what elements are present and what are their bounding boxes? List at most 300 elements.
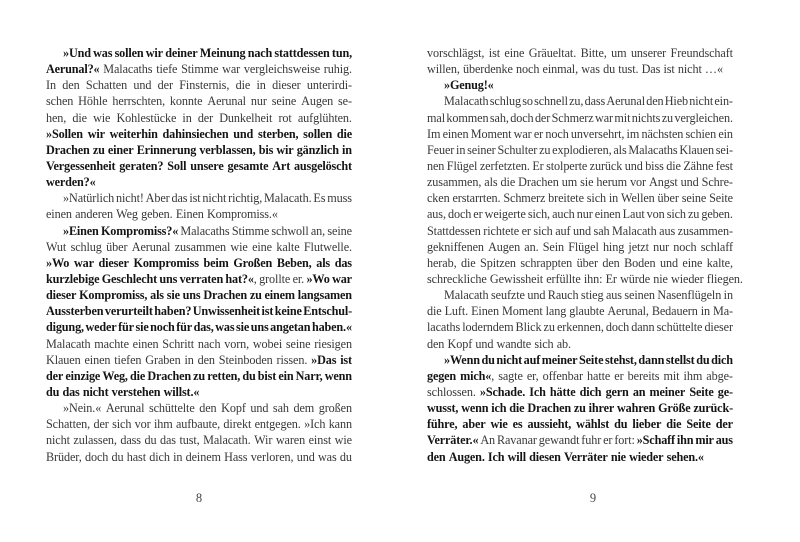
word: jetzt — [628, 239, 649, 254]
word: der — [715, 417, 733, 432]
word: richtig, — [228, 191, 263, 206]
word: das — [159, 433, 176, 448]
word: aufbaute, — [175, 417, 221, 432]
text-line — [46, 239, 352, 255]
word: gänzlich — [296, 142, 339, 157]
word: zerfetzten. — [479, 158, 530, 173]
word: Stattdessen — [427, 223, 481, 238]
word: hätte — [549, 384, 576, 399]
word: stattdessen — [274, 46, 330, 60]
word: Art — [272, 158, 291, 173]
word: deiner — [165, 46, 198, 60]
text-line — [427, 255, 733, 271]
word: sie — [166, 288, 180, 303]
word: wir — [276, 142, 294, 157]
word: noch — [673, 239, 697, 254]
word: hat?«, — [225, 271, 257, 286]
word: die — [460, 255, 476, 270]
text-line — [46, 384, 352, 400]
word: dann — [638, 352, 665, 367]
word: lacaths — [427, 320, 461, 335]
word: nur — [250, 94, 267, 109]
word: Klauen — [679, 142, 714, 157]
word: will — [507, 449, 526, 464]
word: schüttelte — [148, 401, 195, 416]
word: Aber — [145, 191, 170, 206]
text-line — [427, 352, 733, 368]
text-line — [427, 416, 733, 432]
word: »Schade. — [479, 384, 526, 399]
word: sich, — [527, 207, 551, 222]
text-line — [46, 142, 352, 158]
word: Soll — [167, 158, 187, 173]
word: Kopf — [221, 401, 246, 416]
word: »Genug!« — [444, 78, 494, 93]
word: in — [184, 352, 194, 367]
word: es — [512, 417, 523, 432]
word: du — [614, 417, 628, 432]
word: was — [317, 449, 337, 464]
word: hast — [126, 449, 146, 464]
word: uns — [182, 288, 201, 303]
word: Es — [313, 191, 326, 206]
word: auch — [552, 207, 575, 222]
word: aufglühten. — [297, 110, 352, 125]
word: bereits — [627, 368, 660, 383]
word: du — [144, 433, 157, 448]
word: fliegen. — [706, 271, 743, 286]
word: willst.« — [163, 384, 200, 399]
text-line — [46, 336, 352, 352]
word: doch — [84, 449, 109, 464]
word: nen — [427, 158, 445, 173]
word: vorn, — [224, 336, 250, 351]
word: Kohlestücke — [116, 110, 177, 125]
word: bis — [258, 142, 274, 157]
word: in — [456, 142, 466, 157]
word: von — [646, 207, 665, 222]
word: ihm — [153, 417, 173, 432]
word: zu — [92, 142, 105, 157]
word: das — [62, 384, 80, 399]
word: du — [111, 449, 124, 464]
word: dieser — [704, 320, 733, 335]
word: zusammen — [174, 239, 227, 254]
word: Malacath — [444, 94, 489, 109]
word: ein — [718, 126, 733, 141]
word: willen, — [427, 62, 460, 77]
word: mich«, — [460, 368, 495, 383]
word: tun, — [331, 46, 352, 60]
word: Höhle — [78, 94, 108, 109]
word: abge- — [706, 368, 733, 383]
word: nicht — [689, 94, 714, 109]
word: Erinnerung — [136, 142, 197, 157]
word: das — [171, 191, 188, 206]
word: vorschlägst, — [427, 46, 485, 60]
word: Geschlecht — [101, 271, 158, 286]
word: bist — [257, 368, 277, 383]
word: einen — [132, 336, 159, 351]
word: biss — [645, 158, 664, 173]
word: sich — [533, 223, 553, 238]
word: erfüllte — [546, 271, 581, 286]
text-line — [46, 126, 352, 142]
text-line — [427, 77, 733, 93]
text-line — [46, 352, 352, 368]
page-number-right: 9 — [589, 490, 597, 505]
word: Schmerz — [503, 191, 546, 206]
word: den — [427, 449, 446, 464]
word: angetan — [270, 320, 311, 335]
word: haben? — [154, 304, 192, 319]
word: Angst — [649, 175, 678, 190]
word: Unwissenheit — [192, 304, 261, 319]
word: Schatten, — [46, 417, 91, 432]
word: Malacath. — [264, 191, 312, 206]
word: und — [659, 255, 678, 270]
word: entgegen. — [254, 417, 301, 432]
word: Sein — [542, 239, 564, 254]
word: seufzte — [491, 288, 525, 303]
word: zusammen- — [677, 223, 733, 238]
word: einzige — [65, 368, 101, 383]
word: wählst — [576, 417, 610, 432]
word: Kompromiss?« — [100, 223, 179, 238]
word: Rauch — [547, 288, 579, 303]
word: seiner — [467, 142, 496, 157]
word: Schatten — [85, 78, 128, 93]
word: in — [256, 78, 266, 93]
word: doch — [605, 320, 630, 335]
word: mal — [427, 110, 445, 125]
word: und — [296, 449, 315, 464]
word: wie — [93, 110, 111, 125]
word: Drachen — [527, 401, 571, 416]
word: über — [576, 255, 598, 270]
word: Seite — [689, 384, 714, 399]
text-line — [46, 368, 352, 384]
word: auf — [555, 223, 571, 238]
word: doch — [447, 207, 472, 222]
word: Verräter — [563, 449, 608, 464]
word: ist — [261, 304, 274, 319]
word: Seite — [579, 352, 604, 367]
word: als — [613, 142, 627, 157]
word: erstarrten. — [452, 191, 501, 206]
word: anderen — [75, 207, 113, 222]
word: dem — [293, 401, 315, 416]
word: meiner — [649, 384, 686, 399]
text-line — [427, 239, 733, 255]
text-line — [46, 110, 352, 126]
word: der — [46, 368, 64, 383]
word: und — [680, 175, 699, 190]
word: Moment — [501, 304, 543, 319]
word: an. — [524, 239, 539, 254]
word: schwoll — [271, 223, 309, 238]
word: nicht — [496, 352, 523, 367]
word: das — [334, 255, 352, 270]
word: geraten? — [119, 158, 164, 173]
word: Feuer — [427, 142, 455, 157]
word: mit — [614, 110, 631, 125]
word: einen — [594, 207, 621, 222]
word: fuhr — [581, 433, 602, 448]
word: glaubte — [569, 304, 605, 319]
word: und — [573, 223, 591, 238]
word: aber — [462, 417, 486, 432]
word: Einen — [471, 304, 499, 319]
word: aus — [659, 223, 676, 238]
word: weder — [85, 320, 117, 335]
word: sie — [580, 175, 594, 190]
text-line — [46, 174, 352, 190]
word: schlaff — [700, 239, 733, 254]
word: Größe — [658, 401, 691, 416]
word: wahren — [617, 401, 656, 416]
word: tiefe — [156, 62, 178, 77]
word: seine — [681, 191, 707, 206]
word: sich — [534, 336, 554, 351]
word: Narr, — [295, 368, 323, 383]
word: Blick — [515, 320, 542, 335]
word: gern — [605, 384, 629, 399]
word: dieser — [98, 255, 129, 270]
text-line — [427, 126, 733, 142]
word: sah — [272, 401, 289, 416]
text-line — [46, 449, 352, 465]
word: die — [666, 417, 682, 432]
word: den — [646, 94, 664, 109]
word: Laut — [622, 207, 645, 222]
word: vor — [134, 417, 151, 432]
word: einer — [107, 142, 134, 157]
word: war — [73, 255, 94, 270]
word: Finsternis, — [179, 78, 230, 93]
word: An — [480, 433, 496, 448]
word: Hass — [224, 449, 248, 464]
word: dass — [584, 94, 606, 109]
word: sei- — [715, 142, 733, 157]
word: sie — [135, 320, 149, 335]
word: er. — [292, 271, 305, 286]
word: lieber — [632, 417, 662, 432]
word: die — [130, 368, 146, 383]
word: rissen. — [276, 352, 308, 367]
word: gekniffenen — [427, 239, 484, 254]
word: »Wo — [306, 271, 330, 286]
word: er, — [526, 368, 539, 383]
word: um — [611, 46, 627, 60]
text-line — [427, 61, 733, 77]
word: Boden — [624, 255, 656, 270]
word: loderndem — [462, 320, 514, 335]
word: offenbar — [542, 368, 583, 383]
word: nach — [247, 46, 273, 60]
word: dann — [631, 320, 655, 335]
word: sich — [112, 417, 132, 432]
word: war — [332, 271, 352, 286]
word: Verräter.« — [427, 433, 479, 448]
word: konnte — [169, 94, 203, 109]
word: verstehen — [111, 384, 161, 399]
word: ein — [278, 368, 294, 383]
word: schreckliche — [427, 271, 487, 286]
word: und — [133, 78, 152, 93]
word: Hieb — [664, 94, 689, 109]
word: unterirdi- — [306, 78, 352, 93]
word: nicht — [677, 62, 702, 77]
word: dieser — [46, 288, 77, 303]
word: Großen — [233, 255, 273, 270]
word: stehst, — [604, 352, 637, 367]
word: Graben — [145, 352, 181, 367]
word: die — [336, 126, 352, 141]
word: muss — [327, 191, 352, 206]
word: wie — [230, 239, 248, 254]
word: Ich — [487, 449, 505, 464]
word: seine — [285, 336, 311, 351]
word: geben. — [141, 207, 173, 222]
word: Malacaths — [103, 62, 153, 77]
word: der — [93, 417, 109, 432]
page-right-text — [427, 0, 743, 465]
word: kalte, — [706, 255, 733, 270]
word: noch — [545, 126, 569, 141]
word: in — [608, 191, 619, 206]
word: digung, — [46, 320, 84, 335]
word: ihn: — [583, 271, 603, 286]
word: fest — [715, 158, 733, 173]
word: Moment — [470, 126, 512, 141]
word: sterben, — [257, 126, 299, 141]
word: Entschul- — [303, 304, 352, 319]
text-line — [46, 432, 352, 448]
word: war — [595, 110, 613, 125]
text-line — [46, 223, 352, 239]
word: wieder — [629, 449, 664, 464]
word: Brüder, — [46, 449, 82, 464]
word: hing — [602, 239, 625, 254]
text-line — [46, 158, 352, 174]
word: Drachen — [46, 142, 90, 157]
word: Malacath — [444, 288, 489, 303]
word: den — [62, 78, 80, 93]
word: gesamte — [227, 158, 269, 173]
text-line — [46, 303, 352, 319]
word: ihn — [676, 433, 694, 448]
text-line — [427, 110, 733, 126]
text-line — [427, 271, 743, 287]
word: In — [46, 78, 56, 93]
word: Aerunal — [207, 94, 246, 109]
word: uns — [250, 320, 269, 335]
word: lang — [545, 304, 567, 319]
word: Malacaths — [628, 142, 678, 157]
word: über — [106, 239, 128, 254]
word: deinem — [185, 449, 221, 464]
word: zu — [661, 110, 674, 125]
word: sehen.« — [666, 449, 704, 464]
word: und — [624, 158, 643, 173]
word: für — [118, 320, 134, 335]
word: und — [233, 126, 254, 141]
text-line — [46, 319, 352, 335]
word: Seite — [686, 417, 711, 432]
word: eine — [504, 46, 525, 60]
word: grollte — [259, 271, 291, 286]
word: herab, — [427, 255, 457, 270]
word: zu — [573, 401, 586, 416]
page-left — [46, 0, 352, 506]
word: in — [723, 288, 733, 303]
text-line — [427, 190, 733, 206]
word: weiterhin — [109, 126, 158, 141]
word: Augen — [488, 239, 521, 254]
word: Gewissheit — [489, 271, 544, 286]
word: …« — [704, 62, 724, 77]
word: schien — [685, 126, 717, 141]
word: in — [700, 304, 710, 319]
text-line — [427, 319, 733, 335]
word: zurück — [589, 158, 623, 173]
word: so — [522, 94, 533, 109]
word: verloren, — [250, 449, 294, 464]
word: für — [176, 320, 193, 335]
word: »Einen — [63, 223, 99, 238]
text-line — [46, 287, 352, 303]
word: »Wenn — [444, 352, 480, 367]
word: kann — [328, 417, 352, 432]
word: Er — [605, 271, 617, 286]
word: dieser — [272, 78, 301, 93]
word: zu — [687, 207, 700, 222]
word: ge- — [717, 384, 733, 399]
page-right — [427, 0, 743, 506]
word: als — [316, 255, 331, 270]
text-line — [46, 45, 352, 61]
word: Augen. — [448, 449, 485, 464]
word: die — [666, 158, 681, 173]
word: war — [222, 62, 241, 77]
word: tiefen — [114, 352, 142, 367]
word: das, — [193, 320, 214, 335]
word: und — [475, 336, 494, 351]
word: kurzlebige — [46, 271, 100, 286]
word: nie — [653, 271, 668, 286]
word: nächsten — [641, 126, 684, 141]
word: und — [250, 401, 269, 416]
word: nur — [653, 239, 670, 254]
text-line — [427, 287, 733, 303]
word: den — [427, 336, 445, 351]
word: Aussterben — [46, 304, 104, 319]
word: zu — [539, 142, 551, 157]
word: Schulter — [497, 142, 538, 157]
word: vergleichsweise — [243, 62, 321, 77]
word: Nasenflügeln — [657, 288, 722, 303]
word: stellst — [665, 352, 695, 367]
word: sollen — [303, 126, 333, 141]
word: nicht — [82, 384, 109, 399]
word: aus — [715, 433, 733, 448]
word: die — [235, 78, 251, 93]
word: Schmerz — [551, 110, 594, 125]
word: Drachen — [518, 175, 559, 190]
word: Einen — [175, 207, 204, 222]
word: Das — [641, 62, 661, 77]
